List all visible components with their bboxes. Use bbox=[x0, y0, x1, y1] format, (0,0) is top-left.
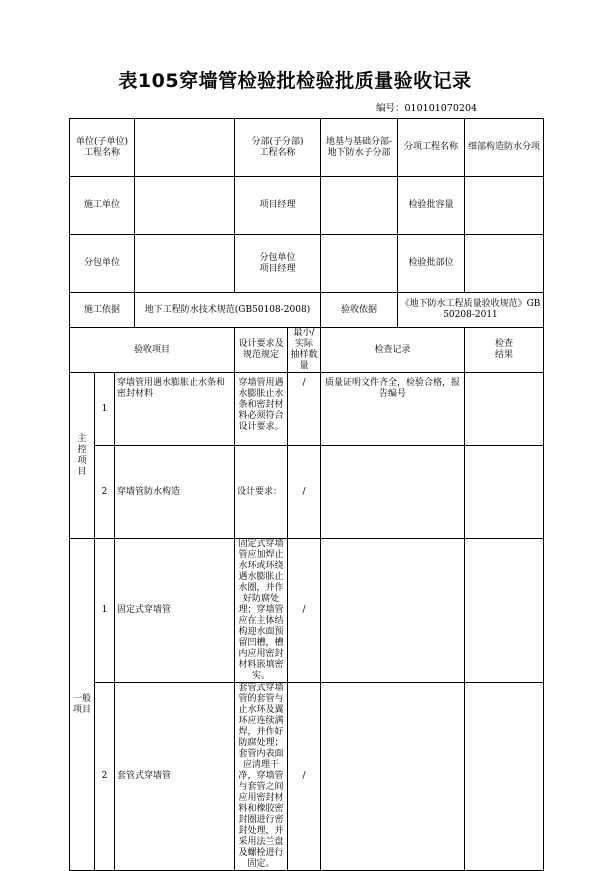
main-item-2-record[interactable] bbox=[321, 446, 465, 539]
column-header-design: 设计要求及 规范规定 bbox=[235, 328, 288, 373]
general-item-2-record[interactable] bbox=[321, 683, 465, 871]
general-item-2-sample[interactable]: / bbox=[288, 683, 321, 871]
main-item-2-name: 穿墙管防水构造 bbox=[115, 446, 235, 539]
sub-project-manager-value[interactable] bbox=[321, 235, 398, 293]
code-value: 010101070204 bbox=[404, 103, 478, 114]
subcontractor-label: 分包单位 bbox=[70, 235, 135, 293]
general-group-label: 一般 项目 bbox=[70, 539, 95, 871]
division-name-label: 分部(子分部) 工程名称 bbox=[235, 119, 321, 177]
construction-unit-label: 施工单位 bbox=[70, 177, 135, 235]
main-item-1-no: 1 bbox=[95, 373, 115, 446]
project-manager-value[interactable] bbox=[321, 177, 398, 235]
batch-location-value[interactable] bbox=[465, 235, 544, 293]
column-header-item: 验收项目 bbox=[70, 328, 235, 373]
record-code bbox=[376, 100, 477, 114]
batch-capacity-value[interactable] bbox=[465, 177, 544, 235]
unit-name-value[interactable] bbox=[135, 119, 235, 177]
general-item-1-no: 1 bbox=[95, 539, 115, 683]
general-item-1-result[interactable] bbox=[465, 539, 544, 683]
division-name-value[interactable]: 地基与基础分部-地下防水子分部 bbox=[321, 119, 398, 177]
column-header-record: 检查记录 bbox=[321, 328, 465, 373]
main-item-1-name: 穿墙管用遇水膨胀止水条和密封材料 bbox=[115, 373, 235, 446]
general-item-1-name: 固定式穿墙管 bbox=[115, 539, 235, 683]
unit-name-label: 单位(子单位) 工程名称 bbox=[70, 119, 135, 177]
general-item-2-result[interactable] bbox=[465, 683, 544, 871]
general-item-1-record[interactable] bbox=[321, 539, 465, 683]
main-item-1-sample[interactable]: / bbox=[288, 373, 321, 446]
batch-capacity-label: 检验批容量 bbox=[398, 177, 465, 235]
main-item-2-sample[interactable]: / bbox=[288, 446, 321, 539]
main-item-2-result[interactable] bbox=[465, 446, 544, 539]
column-header-sample: 最小/实际 抽样数量 bbox=[288, 328, 321, 373]
subitem-name-label: 分项工程名称 bbox=[398, 119, 465, 177]
general-item-1-design: 固定式穿墙管应加焊止水环或环绕遇水膨胀止水圈，并作好防腐处理；穿墙管应在主体结构迎水面预留凹槽，槽内应用密封材料嵌填密实。 bbox=[235, 539, 288, 683]
main-item-1-design: 穿墙管用遇水膨胀止水条和密封材料必须符合设计要求。 bbox=[235, 373, 288, 446]
general-item-2-no: 2 bbox=[95, 683, 115, 871]
construction-basis-value: 地下工程防水技术规范(GB50108-2008) bbox=[135, 293, 321, 328]
general-item-2-name: 套管式穿墙管 bbox=[115, 683, 235, 871]
page-title: 表105穿墙管检验批检验批质量验收记录 bbox=[118, 70, 472, 92]
main-item-1-record[interactable]: 质量证明文件齐全，检验合格，报告编号 bbox=[321, 373, 465, 446]
subitem-name-value[interactable]: 细部构造防水分项 bbox=[465, 119, 544, 177]
column-header-result: 检查 结果 bbox=[465, 328, 544, 373]
main-control-group-label: 主 控 项 目 bbox=[70, 373, 95, 539]
sub-project-manager-label: 分包单位 项目经理 bbox=[235, 235, 321, 293]
inspection-table bbox=[69, 118, 544, 871]
main-item-1-result[interactable] bbox=[465, 373, 544, 446]
general-item-2-design: 套管式穿墙管的套管与止水环及翼环应连续满焊，并作好防腐处理；套管内表面应清理干净，穿墙管与套管之间应用密封材料和橡胶密封圈进行密封处理，并采用法兰盘及螺栓进行固定。 bbox=[235, 683, 288, 871]
construction-unit-value[interactable] bbox=[135, 177, 235, 235]
project-manager-label: 项目经理 bbox=[235, 177, 321, 235]
code-label: 编号： bbox=[376, 103, 405, 114]
main-item-2-no: 2 bbox=[95, 446, 115, 539]
construction-basis-label: 施工依据 bbox=[70, 293, 135, 328]
subcontractor-value[interactable] bbox=[135, 235, 235, 293]
acceptance-basis-value: 《地下防水工程质量验收规范》GB50208-2011 bbox=[398, 293, 544, 328]
batch-location-label: 检验批部位 bbox=[398, 235, 465, 293]
general-item-1-sample[interactable]: / bbox=[288, 539, 321, 683]
acceptance-basis-label: 验收依据 bbox=[321, 293, 398, 328]
main-item-2-design: 设计要求： bbox=[235, 446, 288, 539]
